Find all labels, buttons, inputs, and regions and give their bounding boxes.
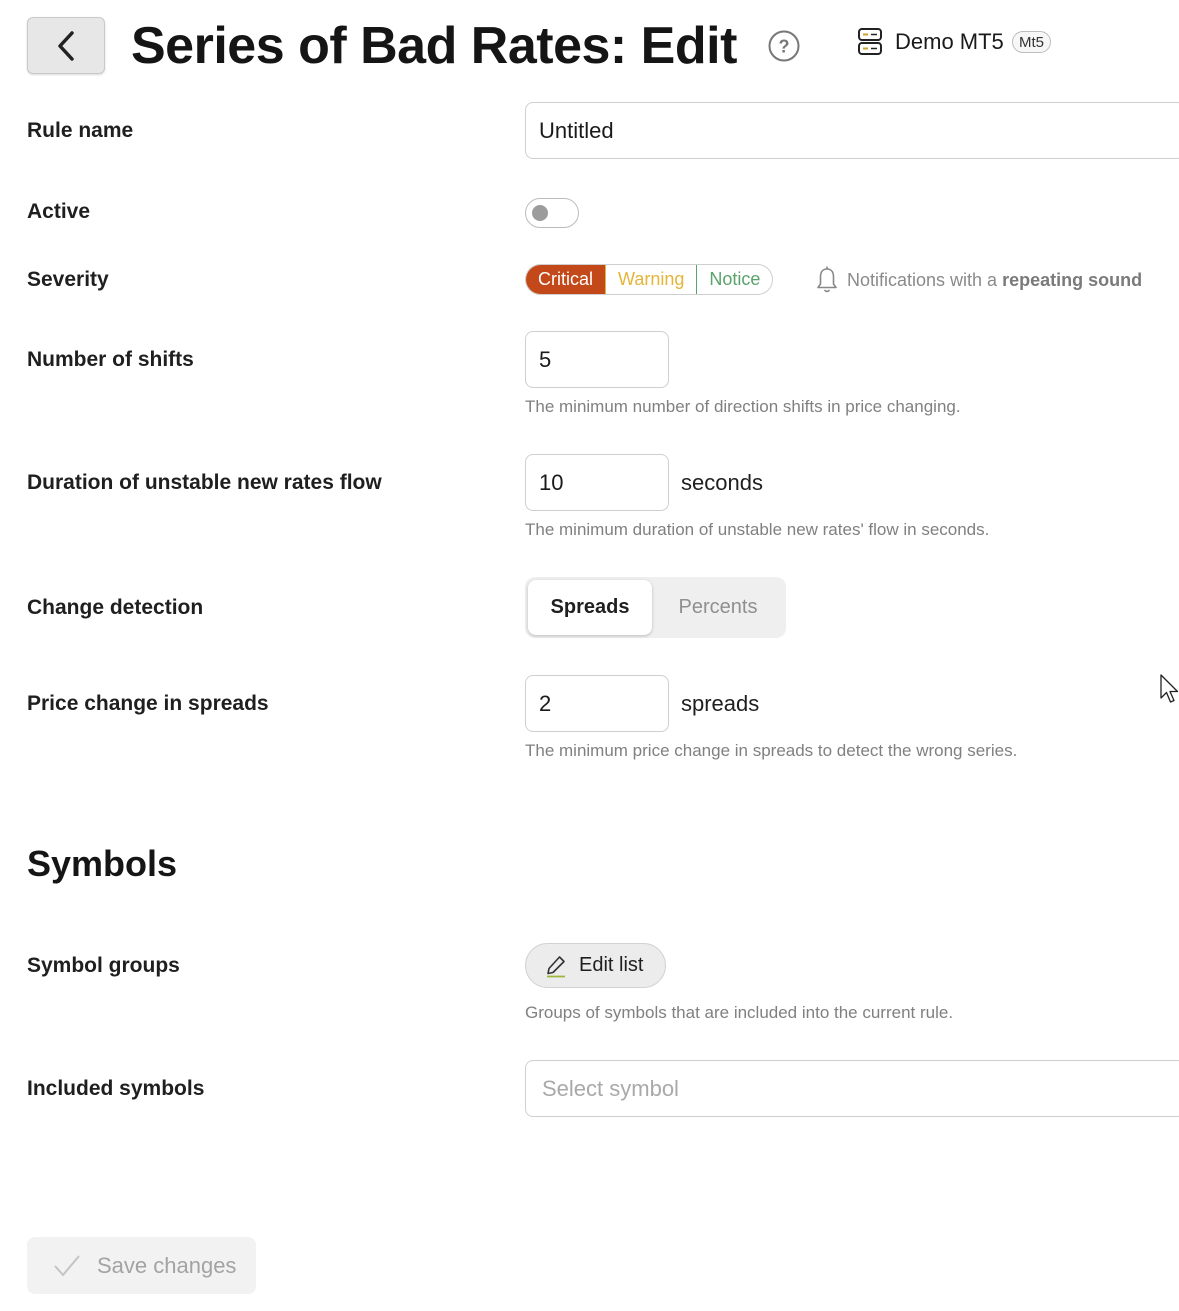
price-change-label: Price change in spreads bbox=[27, 692, 269, 715]
duration-input[interactable] bbox=[525, 454, 669, 511]
duration-value: 10 bbox=[539, 469, 564, 495]
severity-selector bbox=[525, 264, 773, 295]
change-detection-label: Change detection bbox=[27, 596, 204, 619]
shifts-hint: The minimum number of direction shifts in price changing. bbox=[525, 397, 961, 416]
active-label: Active bbox=[27, 200, 91, 223]
severity-critical[interactable]: Critical bbox=[526, 265, 605, 294]
server-name: Demo MT5 bbox=[895, 29, 1004, 54]
page-title: Series of Bad Rates: Edit bbox=[131, 17, 737, 75]
notification-prefix: Notifications with a bbox=[847, 270, 998, 290]
severity-warning[interactable]: Warning bbox=[605, 265, 696, 294]
included-symbols-select[interactable] bbox=[525, 1060, 1179, 1117]
svg-text:?: ? bbox=[778, 36, 790, 57]
duration-hint: The minimum duration of unstable new rates' flow in seconds. bbox=[525, 520, 990, 539]
rule-name-value: Untitled bbox=[539, 117, 614, 143]
save-changes-button[interactable] bbox=[27, 1237, 256, 1294]
toggle-knob bbox=[532, 205, 548, 221]
severity-label: Severity bbox=[27, 268, 109, 291]
back-arrow-icon bbox=[55, 29, 77, 63]
price-change-unit: spreads bbox=[681, 691, 760, 716]
segment-percents[interactable]: Percents bbox=[678, 596, 758, 618]
edit-list-button[interactable] bbox=[525, 943, 666, 988]
symbol-groups-hint: Groups of symbols that are included into the current rule. bbox=[525, 1003, 954, 1022]
notification-sound: repeating sound bbox=[1002, 270, 1143, 290]
server-icon bbox=[857, 27, 883, 57]
server-badge: Mt5 bbox=[1012, 31, 1051, 53]
notification-description bbox=[847, 268, 1142, 292]
select-placeholder: Select symbol bbox=[542, 1075, 679, 1101]
segment-spreads[interactable]: Spreads bbox=[528, 580, 652, 635]
symbol-groups-label: Symbol groups bbox=[27, 954, 180, 977]
change-detection-segmented bbox=[525, 577, 786, 638]
pencil-icon bbox=[545, 954, 567, 978]
rule-name-label: Rule name bbox=[27, 119, 134, 142]
back-button[interactable] bbox=[27, 17, 105, 74]
duration-unit: seconds bbox=[681, 470, 763, 495]
active-toggle[interactable] bbox=[525, 198, 579, 228]
severity-notice[interactable]: Notice bbox=[696, 265, 772, 294]
rule-name-input[interactable] bbox=[525, 102, 1179, 159]
symbols-section-title: Symbols bbox=[27, 843, 178, 884]
mouse-cursor-icon bbox=[1160, 674, 1179, 704]
shifts-label: Number of shifts bbox=[27, 348, 194, 371]
duration-label: Duration of unstable new rates flow bbox=[27, 471, 382, 494]
help-icon[interactable] bbox=[768, 30, 800, 62]
edit-list-label: Edit list bbox=[579, 954, 644, 976]
save-changes-label: Save changes bbox=[97, 1252, 237, 1278]
checkmark-icon bbox=[53, 1254, 81, 1278]
price-change-hint: The minimum price change in spreads to detect the wrong series. bbox=[525, 741, 1018, 760]
bell-icon bbox=[816, 265, 838, 295]
price-change-input[interactable] bbox=[525, 675, 669, 732]
price-change-value: 2 bbox=[539, 690, 552, 716]
shifts-input[interactable] bbox=[525, 331, 669, 388]
included-symbols-label: Included symbols bbox=[27, 1077, 205, 1100]
shifts-value: 5 bbox=[539, 346, 552, 372]
